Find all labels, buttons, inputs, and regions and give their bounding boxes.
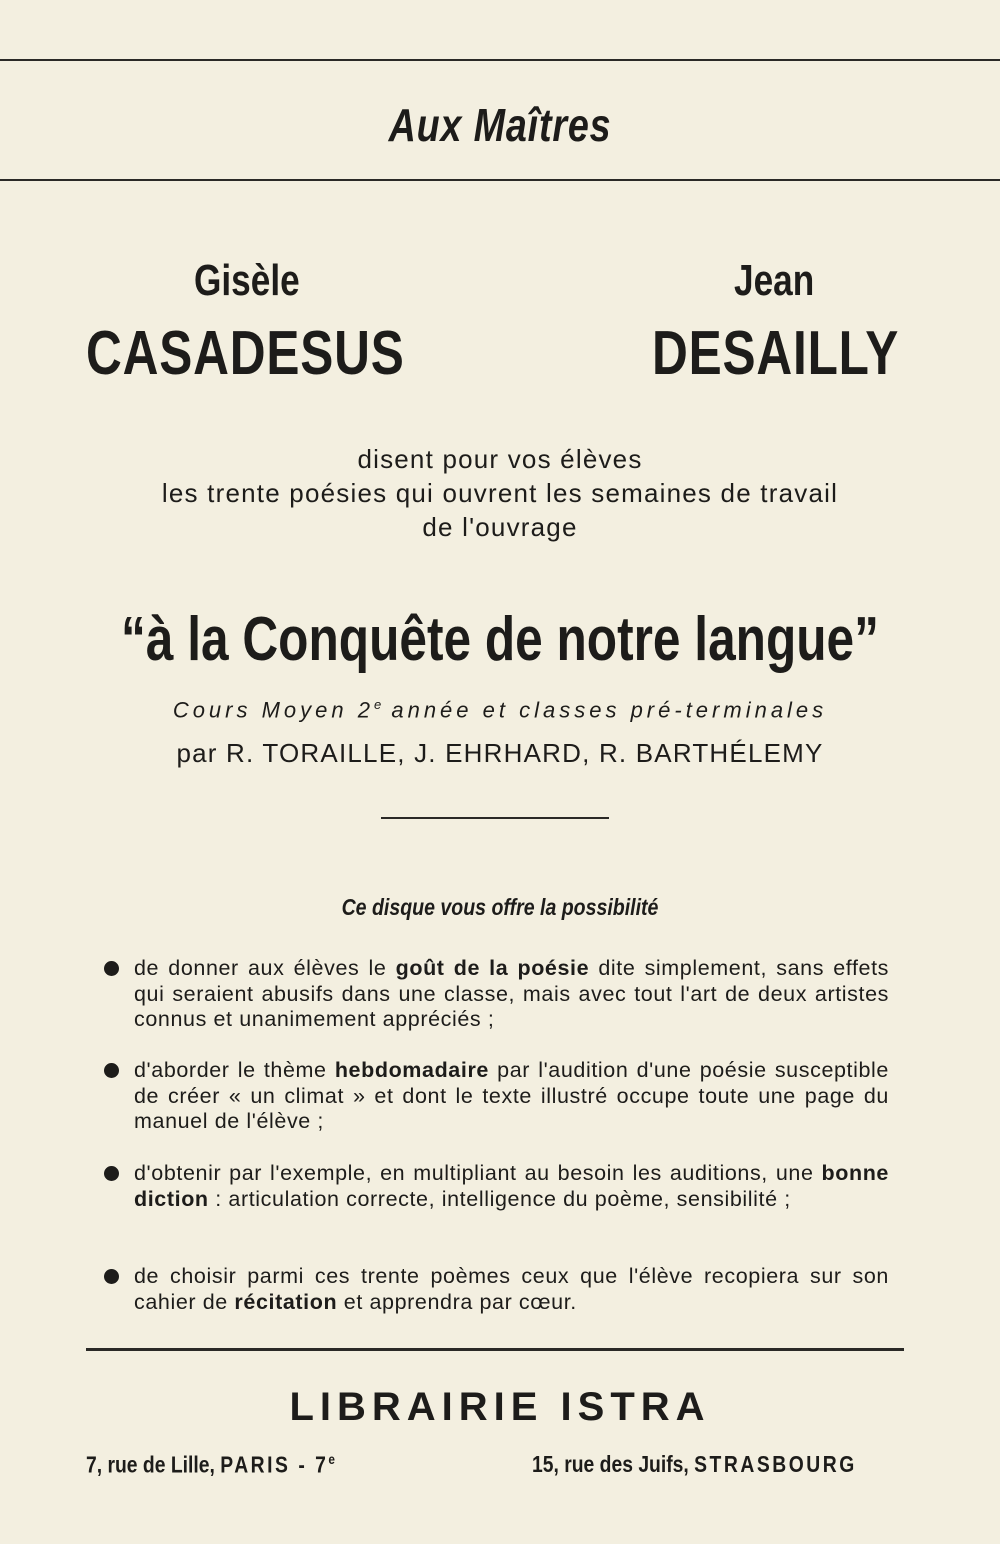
bullet-icon — [104, 1166, 119, 1181]
book-title: “à la Conquête de notre langue” — [121, 605, 879, 674]
page-heading: Aux Maîtres — [388, 99, 612, 151]
reader-last-name-2: DESAILLY — [652, 319, 900, 388]
offer-item-2: d'aborder le thème hebdomadaire par l'audition d'une poésie susceptible de créer « un climat » et dont le texte illustré occupe toute une page du manuel de l'élève ; — [104, 1058, 889, 1135]
bullet-icon — [104, 1063, 119, 1078]
book-authors: par R. TORAILLE, J. EHRHARD, R. BARTHÉLEMY — [176, 738, 824, 768]
top-rule — [0, 59, 1000, 61]
course-level: Cours Moyen 2e année et classes pré-terminales — [172, 697, 828, 723]
intro-line-3: de l'ouvrage — [422, 512, 578, 542]
title-separator — [381, 817, 609, 819]
address-strasbourg: 15, rue des Juifs, STRASBOURG — [532, 1451, 857, 1477]
offer-heading: Ce disque vous offre la possibilité — [341, 894, 659, 920]
offer-item-3: d'obtenir par l'exemple, en multipliant au besoin les auditions, une bonne diction : articulation correcte, intelligence du poème, sensibilité ; — [104, 1161, 889, 1212]
bullet-icon — [104, 1269, 119, 1284]
reader-first-name-2: Jean — [734, 256, 815, 305]
intro-line-1: disent pour vos élèves — [357, 444, 643, 474]
reader-last-name-1: CASADESUS — [86, 319, 405, 388]
offer-item-4: de choisir parmi ces trente poèmes ceux que l'élève recopiera sur son cahier de récitation et apprendra par cœur. — [104, 1264, 889, 1315]
bullet-icon — [104, 961, 119, 976]
reader-first-name-1: Gisèle — [194, 256, 300, 305]
footer-rule — [86, 1348, 904, 1351]
address-paris: 7, rue de Lille, PARIS - 7e — [86, 1451, 335, 1478]
intro-line-2: les trente poésies qui ouvrent les semaines de travail — [161, 478, 839, 508]
publisher-name: LIBRAIRIE ISTRA — [289, 1385, 711, 1429]
offer-item-1: de donner aux élèves le goût de la poésie dite simplement, sans effets qui seraient abusifs dans une classe, mais avec tout l'art de deux artistes connus et unanimement appréciés ; — [104, 956, 889, 1033]
heading-rule — [0, 179, 1000, 181]
